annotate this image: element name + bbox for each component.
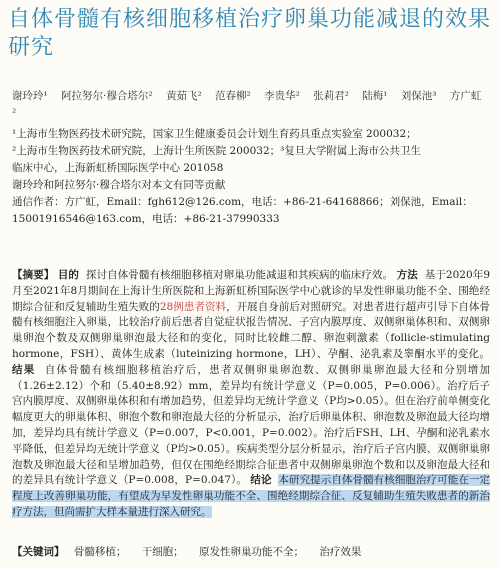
keyword: 治疗效果 xyxy=(319,546,362,558)
keyword: 干细胞； xyxy=(141,546,184,558)
results-text: 自体骨髓有核细胞移植治疗后，患者双侧卵巢卵泡数、双侧卵巢卵泡最大径和分别增加（1.26±2.12）个和（5.40±8.92）mm，差异均有统计学意义（P=0.005，P=0.006）。治疗后子宫内膜厚度、双侧卵巢体积和有增加趋势，但差异均无统计学意义（P均>0.05）。但在治疗前单侧变化幅度更大的卵巢体积、卵泡个数和卵泡最大径的分析显示，治疗后卵巢体积、卵泡数及卵泡最大径均增加，差异均具有统计学意义（P=0.007，P<0.001，P=0.002）。治疗后FSH、LH、孕酮和泌乳素水平降低，但差异均无统计学意义（P均>0.05）。疾病类型分层分析显示，治疗后子宫内膜、双侧卵巢卵泡数及卵泡最大径和呈增加趋势，但仅在围绝经期综合征患者中双侧卵巢卵泡个数和以及卵泡最大径和的差异具有统计学意义（P=0.008，P=0.047）。 xyxy=(12,363,491,487)
results-label: 结果 xyxy=(12,363,36,376)
article-title: 自体骨髓有核细胞移植治疗卵巢功能减退的效果研究 xyxy=(8,7,492,60)
methods-highlight: 28例患者资料 xyxy=(159,300,227,313)
affiliation-line: ¹上海市生物医药技术研究院，国家卫生健康委员会计划生育药具重点实验室 200032； xyxy=(12,128,417,140)
conclusion-label: 结论 xyxy=(250,474,272,487)
correspondence-line: 通信作者：方广虹，Email：fgh612@126.com，电话：+86-21-64168866；刘保池，Email： xyxy=(12,196,473,208)
abstract xyxy=(12,268,490,521)
methods-text-2: ，开展自身前后对照研究。对患者进行超声引导下自体骨髓有核细胞注入卵巢，比较治疗前后患者自觉症状报告情况、子宫内膜厚度、双侧卵巢体积和、双侧卵巢卵泡个数及双侧卵巢卵泡最大径和的变化，同时比较雌二醇、卵泡刺激素（follicle-stimulating hormone，FSH）、黄体生成素（luteinizing hormone，LH）、孕酮、泌乳素及睾酮水平的变化。 xyxy=(12,300,490,360)
keyword: 原发性卵巢功能不全； xyxy=(199,546,305,558)
author-list xyxy=(12,88,492,122)
author: 阿拉努尔·穆合塔尔² xyxy=(61,90,153,102)
author: 李贵华² xyxy=(264,90,300,102)
abstract-label: 【摘要】 xyxy=(12,269,55,281)
methods-label: 方法 xyxy=(396,269,418,281)
author: 陆梅¹ xyxy=(362,90,388,102)
author: 方广虹² xyxy=(12,90,482,119)
keywords xyxy=(12,544,490,560)
methods-text: 基于2020年9月至2021年8月期间在上海计生所医院和上海新虹桥国际医学中心就诊的早发性卵巢功能不全、围绝经期综合征和反复辅助生殖失败的 xyxy=(12,269,491,313)
keywords-label: 【关键词】 xyxy=(12,546,65,558)
conclusion-text-selected[interactable]: 本研究提示自体骨髓有核细胞治疗可能在一定程度上改善卵巢功能，有望成为早发性卵巢功能不全、围绝经期综合征、反复辅助生殖失败患者的新治疗方法，但尚需扩大样本量进行深入研究。 xyxy=(12,474,491,518)
objective-label: 目的 xyxy=(57,269,80,281)
equal-contribution-note: 谢玲玲和阿拉努尔·穆合塔尔对本文有同等贡献 xyxy=(12,179,226,191)
keyword: 骨髓移植； xyxy=(73,546,127,558)
affiliation-line: 临床中心，上海新虹桥国际医学中心 201058 xyxy=(12,162,224,174)
affiliations xyxy=(12,126,492,228)
objective-text: 探讨自体骨髓有核细胞移植对卵巢功能减退和其疾病的临床疗效。 xyxy=(85,269,394,281)
author: 黄茹飞² xyxy=(165,90,202,102)
author: 范春柳² xyxy=(215,90,251,102)
author: 刘保池³ xyxy=(400,90,437,102)
author: 谢玲玲¹ xyxy=(12,90,48,102)
affiliation-line: ²上海市生物医药技术研究院，上海计生所医院 200032；³复旦大学附属上海市公共卫生 xyxy=(12,145,421,157)
correspondence-line: 15001916546@163.com，电话：+86-21-37990333 xyxy=(12,213,280,225)
author: 张莉君² xyxy=(313,90,349,102)
